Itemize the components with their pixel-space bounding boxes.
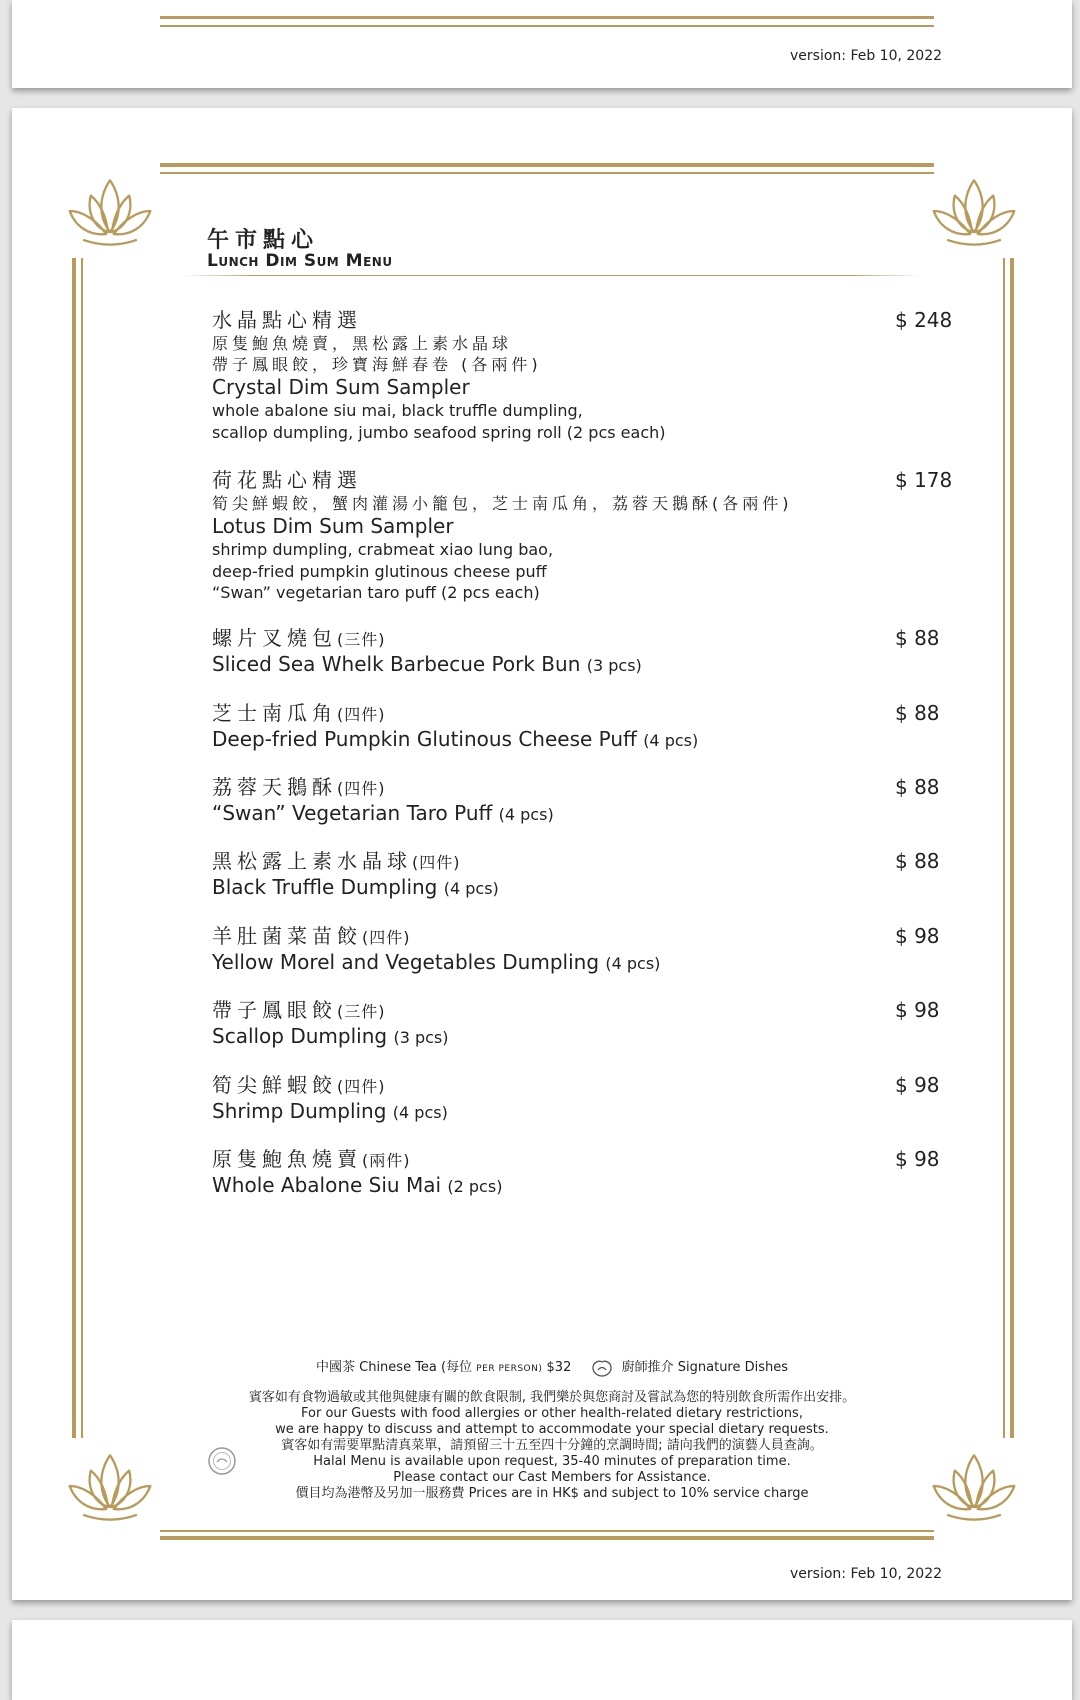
- item-name-en: Yellow Morel and Vegetables Dumpling: [212, 950, 600, 974]
- dietary-notes: [162, 1390, 942, 1502]
- item-name-en: Black Truffle Dumpling: [212, 875, 438, 899]
- item-name-en: Shrimp Dumpling: [212, 1099, 387, 1123]
- item-price: $ 88: [895, 775, 940, 799]
- item-price: $ 88: [895, 701, 940, 725]
- version-label: version: Feb 10, 2022: [790, 1566, 943, 1582]
- frame-top-rule: [160, 163, 934, 167]
- note-line: 賓客如有食物過敏或其他與健康有關的飲食限制, 我們樂於與您商討及嘗試為您的特別飲食所需作出安排。: [248, 1390, 856, 1405]
- item-price: $ 88: [895, 626, 940, 650]
- frame-right-rule: [1010, 258, 1014, 1438]
- item-qty-en: (2 pcs): [447, 1177, 503, 1196]
- item-price: $ 98: [895, 998, 940, 1022]
- item-desc-en: deep-fried pumpkin glutinous cheese puff: [212, 561, 547, 581]
- tea-label-zh: 中國茶: [315, 1360, 355, 1375]
- menu-item: [212, 1147, 972, 1199]
- menu-item: [212, 701, 972, 753]
- item-desc-en: shrimp dumpling, crabmeat xiao lung bao,: [212, 540, 554, 559]
- item-desc-en: “Swan” vegetarian taro puff (2 pcs each): [212, 583, 540, 602]
- item-price: $ 98: [895, 1147, 940, 1171]
- item-name-en: Deep-fried Pumpkin Glutinous Cheese Puff: [212, 727, 637, 751]
- item-name-en: Sliced Sea Whelk Barbecue Pork Bun: [212, 652, 581, 676]
- item-name-zh: 羊肚菌菜苗餃: [212, 924, 362, 948]
- item-name-zh: 水晶點心精選: [212, 308, 362, 332]
- item-name-zh: 黑松露上素水晶球: [212, 849, 412, 873]
- item-qty-en: (4 pcs): [498, 805, 554, 824]
- gold-rule: [160, 25, 934, 27]
- lotus-ornament-icon: [926, 163, 1022, 259]
- item-qty-zh: (四件): [337, 779, 386, 798]
- item-name-zh: 螺片叉燒包: [212, 626, 337, 650]
- item-desc-zh: 筍尖鮮蝦餃，蟹肉灌湯小籠包，芝士南瓜角，荔蓉天鵝酥(各兩件): [212, 494, 793, 513]
- frame-left-rule: [72, 258, 76, 1438]
- item-name-zh: 荔蓉天鵝酥: [212, 775, 337, 799]
- item-name-en: Scallop Dumpling: [212, 1024, 388, 1048]
- gold-rule: [160, 16, 934, 19]
- item-name-zh: 筍尖鮮蝦餃: [212, 1073, 337, 1097]
- item-qty-zh: (四件): [362, 928, 411, 947]
- chef-signature-icon: [590, 1358, 614, 1378]
- previous-page: [12, 0, 1072, 88]
- item-name-zh: 芝士南瓜角: [212, 701, 337, 725]
- lotus-ornament-icon: [62, 1438, 158, 1534]
- item-name-en: Whole Abalone Siu Mai: [212, 1173, 442, 1197]
- menu-item: [212, 1073, 972, 1125]
- item-desc-zh: 帶子鳳眼餃，珍寶海鮮春卷 (各兩件): [212, 355, 542, 374]
- item-name-en: Crystal Dim Sum Sampler: [212, 375, 470, 399]
- version-label: version: Feb 10, 2022: [790, 48, 943, 64]
- item-price: $ 248: [895, 308, 953, 332]
- item-desc-en: whole abalone siu mai, black truffle dumpling,: [212, 401, 583, 420]
- item-price: $ 178: [895, 468, 953, 492]
- item-name-en: “Swan” Vegetarian Taro Puff: [212, 801, 493, 825]
- tea-per-zh: (每位: [441, 1360, 473, 1375]
- item-qty-zh: (四件): [337, 1077, 386, 1096]
- menu-item: [212, 775, 972, 827]
- signature-dishes-label: 廚師推介 Signature Dishes: [621, 1360, 789, 1375]
- frame-bottom-rule: [160, 1536, 934, 1540]
- note-line: Please contact our Cast Members for Assistance.: [393, 1470, 711, 1485]
- item-price: $ 88: [895, 849, 940, 873]
- item-qty-en: (3 pcs): [586, 656, 642, 675]
- item-qty-en: (4 pcs): [605, 954, 661, 973]
- item-qty-en: (3 pcs): [393, 1028, 449, 1047]
- item-qty-zh: (三件): [337, 630, 386, 649]
- menu-item: [212, 849, 972, 901]
- menu-item: [212, 308, 972, 443]
- menu-page: [12, 108, 1072, 1600]
- tea-line: [162, 1356, 942, 1378]
- frame-top-rule-thin: [160, 172, 934, 174]
- item-qty-en: (4 pcs): [443, 879, 499, 898]
- item-name-zh: 荷花點心精選: [212, 468, 362, 492]
- frame-bottom-rule-thin: [160, 1530, 934, 1532]
- note-line: 價目均為港幣及另加一服務費 Prices are in HK$ and subject to 10% service charge: [295, 1486, 809, 1501]
- lotus-ornament-icon: [62, 163, 158, 259]
- item-qty-zh: (兩件): [362, 1151, 411, 1170]
- menu-title-en: Lunch Dim Sum Menu: [207, 251, 393, 271]
- tea-label-en: Chinese Tea: [359, 1360, 437, 1375]
- menu-item: [212, 998, 972, 1050]
- item-qty-zh: (四件): [337, 705, 386, 724]
- next-page: [12, 1620, 1072, 1700]
- menu-title-zh: 午市點心: [207, 228, 320, 253]
- item-qty-zh: (三件): [337, 1002, 386, 1021]
- item-price: $ 98: [895, 1073, 940, 1097]
- title-divider: [182, 275, 922, 276]
- note-line: Halal Menu is available upon request, 35-40 minutes of preparation time.: [313, 1454, 791, 1469]
- item-desc-en: scallop dumpling, jumbo seafood spring roll (2 pcs each): [212, 422, 666, 442]
- tea-per-en: PER PERSON): [476, 1364, 543, 1374]
- tea-price: $32: [546, 1360, 572, 1375]
- note-line: For our Guests with food allergies or other health-related dietary restrictions,: [301, 1406, 803, 1421]
- halal-icon: [207, 1446, 237, 1476]
- menu-item: [212, 468, 972, 604]
- item-qty-en: (4 pcs): [643, 731, 699, 750]
- item-name-zh: 帶子鳳眼餃: [212, 998, 337, 1022]
- menu-item: [212, 626, 972, 678]
- item-name-zh: 原隻鮑魚燒賣: [212, 1147, 362, 1171]
- frame-left-rule-thin: [81, 258, 83, 1438]
- note-line: we are happy to discuss and attempt to accommodate your special dietary requests.: [275, 1422, 829, 1437]
- note-line: 賓客如有需要單點清真菜單，請預留三十五至四十分鐘的烹調時間; 請向我們的演藝人員查詢。: [281, 1438, 823, 1453]
- item-price: $ 98: [895, 924, 940, 948]
- item-qty-en: (4 pcs): [392, 1103, 448, 1122]
- item-desc-zh: 原隻鮑魚燒賣，黑松露上素水晶球: [212, 334, 513, 353]
- menu-item: [212, 924, 972, 976]
- frame-right-rule-thin: [1003, 258, 1005, 1438]
- item-name-en: Lotus Dim Sum Sampler: [212, 514, 454, 538]
- item-qty-zh: (四件): [412, 853, 461, 872]
